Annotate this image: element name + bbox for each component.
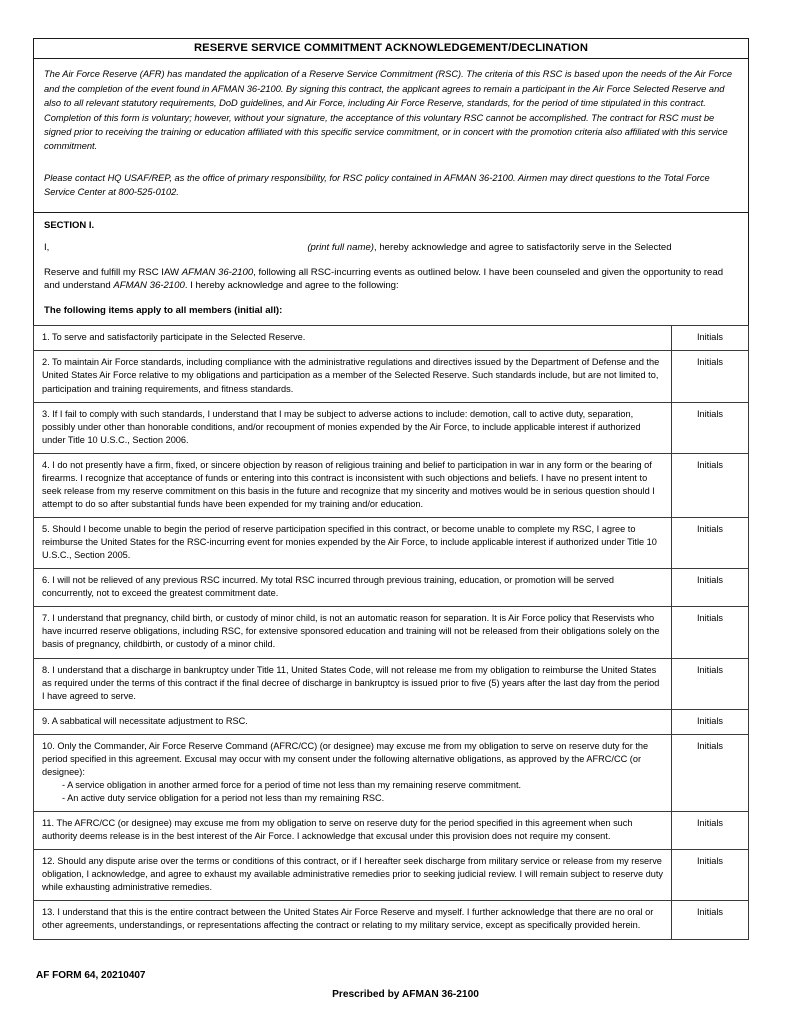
item-text: 1. To serve and satisfactorily participate in the Selected Reserve. — [42, 332, 306, 343]
item-text-cell — [34, 812, 672, 850]
table-row — [34, 607, 749, 658]
afman-reference-2: AFMAN 36-2100 — [113, 280, 185, 292]
item-text-cell — [34, 607, 672, 658]
item-text-cell — [34, 518, 672, 569]
initials-field[interactable] — [672, 812, 749, 850]
initials-label: Initials — [696, 740, 724, 751]
intro-paragraph-2: Please contact HQ USAF/REP, as the office of primary responsibility, for RSC policy contained in AFMAN 36-2100. Airmen may direct questions to the Total Force Service Center at 800-525-0102. — [44, 172, 710, 198]
item-text: 5. Should I become unable to begin the period of reserve participation specified in this contract, or become unable to complete my RSC, I agree to reimburse the United States for the RSC-incurring event for monies expended by the Air Force, to include applicable interest if authorized under Title 10 U.S.C., Section 2005. — [42, 524, 657, 561]
initials-label: Initials — [696, 613, 724, 624]
i-prefix-label: I, — [44, 241, 50, 253]
initials-label: Initials — [696, 332, 724, 343]
name-line-tail: , hereby acknowledge and agree to satisfactorily serve in the Selected — [374, 241, 672, 253]
af-form-64 — [33, 38, 749, 940]
body-text-c: . I hereby acknowledge and agree to the following: — [184, 280, 399, 292]
item-text-cell — [34, 569, 672, 607]
initials-label: Initials — [696, 408, 724, 419]
item-text-cell — [34, 351, 672, 402]
initials-field[interactable] — [672, 607, 749, 658]
initials-field[interactable] — [672, 569, 749, 607]
table-row — [34, 402, 749, 453]
initials-label: Initials — [696, 459, 724, 470]
table-row — [34, 901, 749, 939]
initials-field[interactable] — [672, 709, 749, 734]
item-text: 13. I understand that this is the entire contract between the United States Air Force Reserve and myself. I further acknowledge that there are no oral or other agreements, understandings, or representations affecting the contract or relating to my military service, except as specifically provided herein. — [42, 907, 654, 931]
items-heading: The following items apply to all members (initial all): — [44, 305, 283, 317]
table-row — [34, 569, 749, 607]
item-text: 11. The AFRC/CC (or designee) may excuse me from my obligation to serve on reserve duty for the period specified in this agreement when such authority deems release is in the best interest of the Air Force. I acknowledge that excusal under this provision does not require my consent. — [42, 818, 633, 842]
item-text: 6. I will not be relieved of any previous RSC incurred. My total RSC incurred through previous training, education, or promotion will be served concurrently, not to exceed the greatest commitment date. — [42, 575, 614, 599]
table-row — [34, 351, 749, 402]
item-text: 10. Only the Commander, Air Force Reserve Command (AFRC/CC) (or designee) may excuse me from my obligation to serve on reserve duty for the period specified in this agreement. Excusal may occur with my consent under the following alternative obligations, as approved by the AFRC/CC (or designee): — [42, 740, 649, 777]
item-text: 3. If I fail to comply with such standards, I understand that I may be subject to adverse actions to include: demotion, call to active duty, separation, possibly under other than honorable conditions, and/or recoupment of monies expended by the Air Force, to include applicable interest if authorized under Title 10 U.S.C., Section 2006. — [42, 408, 641, 445]
item-text: 12. Should any dispute arise over the terms or conditions of this contract, or if I hereafter seek discharge from military service or release from my reserve obligation, I acknowledge, and agree to exhaust my available administrative remedies prior to seeking judicial review. I will remain subject to reserve duty while exhausting administrative remedies. — [42, 856, 663, 893]
initials-label: Initials — [696, 357, 724, 368]
table-row — [34, 453, 749, 517]
initials-label: Initials — [696, 715, 724, 726]
section-body-paragraph — [44, 266, 738, 294]
item-text-cell — [34, 658, 672, 709]
item-text: 7. I understand that pregnancy, child birth, or custody of minor child, is not an automatic reason for separation. It is Air Force policy that Reservists who have incurred reserve obligations, including RSC, for extensive sponsored education and training will not be released from their obligations solely on the basis of pregnancy, childbirth, or custody of a minor child. — [42, 613, 660, 650]
table-row — [34, 709, 749, 734]
table-row — [34, 658, 749, 709]
item-text: 9. A sabbatical will necessitate adjustment to RSC. — [42, 715, 248, 726]
item-sub-bullet: - An active duty service obligation for a period not less than my remaining RSC. — [62, 793, 385, 803]
initials-field[interactable] — [672, 734, 749, 811]
prescribed-by-label: Prescribed by AFMAN 36-2100 — [332, 989, 479, 1000]
print-full-name-hint: (print full name) — [307, 241, 374, 253]
initials-field[interactable] — [672, 518, 749, 569]
body-text-b: , following all RSC-incurring events as outlined below. I have been counseled and given the opportunity to read and understand — [44, 266, 724, 292]
initials-label: Initials — [696, 575, 724, 586]
initials-field[interactable] — [672, 326, 749, 351]
item-text: 2. To maintain Air Force standards, including compliance with the administrative regulations and directives issued by the Department of Defense and the United States Air Force relative to my obligations and participation as a member of the Selected Reserve. Such standards include, but are not limited to, participation and training requirements, and fitness standards. — [42, 357, 660, 394]
form-identifier: AF FORM 64, 20210407 — [36, 970, 146, 981]
table-row — [34, 812, 749, 850]
initials-field[interactable] — [672, 850, 749, 901]
initials-field[interactable] — [672, 351, 749, 402]
item-text-cell — [34, 709, 672, 734]
item-text-cell — [34, 326, 672, 351]
acknowledgement-items-table — [33, 325, 749, 939]
full-name-line — [44, 242, 738, 255]
item-text-cell — [34, 901, 672, 939]
initials-field[interactable] — [672, 901, 749, 939]
initials-label: Initials — [696, 664, 724, 675]
intro-paragraph-1: The Air Force Reserve (AFR) has mandated the application of a Reserve Service Commitment (RSC). The criteria of this RSC is based upon the needs of the Air Force and the completion of the event found in AFMAN 36-2100. By signing this contract, the applicant agrees to remain a participant in the Air Force Selected Reserve and also to all relevant statutory requirements, DoD guidelines, and Air Force, including Air Force Reserve, standards, for the period of time stipulated in this contract. Completion of this form is voluntary; however, without your signature, the acceptance of this voluntary RSC cannot be accomplished. The contract for RSC must be signed prior to receiving the training or education affiliated with this specific service commitment, or in concert with the promotion criteria also affiliated with this service commitment. — [44, 69, 733, 152]
item-text-cell — [34, 453, 672, 517]
initials-field[interactable] — [672, 658, 749, 709]
item-text: 4. I do not presently have a firm, fixed, or sincere objection by reason of religious training and belief to participation in war in any form or the bearing of firearms. I recognize that acceptance of funds or entering into this contract is inconsistent with such objections and beliefs. I have no present intent to seek release from my reserve commitment on this basis in the future and recognize that my sincerity and motives would be in serious question should I attempt to do so after substantial funds have been expended for my training and/or education. — [42, 459, 655, 509]
item-text-cell — [34, 402, 672, 453]
item-text-cell — [34, 734, 672, 811]
section-one-block — [33, 213, 749, 327]
section-label: SECTION I. — [44, 219, 95, 231]
body-text-a: Reserve and fulfill my RSC IAW — [44, 266, 182, 278]
items-table-body — [34, 326, 749, 939]
initials-label: Initials — [696, 907, 724, 918]
table-row — [34, 518, 749, 569]
initials-label: Initials — [696, 524, 724, 534]
page-title: RESERVE SERVICE COMMITMENT ACKNOWLEDGEMENT/DECLINATION — [193, 42, 589, 54]
form-title-box — [33, 38, 749, 59]
item-sub-bullet: - A service obligation in another armed force for a period of time not less than my remaining reserve commitment. — [62, 779, 522, 790]
table-row — [34, 850, 749, 901]
initials-label: Initials — [696, 856, 724, 867]
item-text: 8. I understand that a discharge in bankruptcy under Title 11, United States Code, will not release me from my obligation to reimburse the United States as required under the terms of this contract if the final decree of discharge in bankruptcy is issued prior to five (5) years after the last day from the period I have agreed to serve. — [42, 664, 660, 701]
item-text-cell — [34, 850, 672, 901]
introduction-block — [33, 59, 749, 212]
initials-field[interactable] — [672, 453, 749, 517]
table-row — [34, 326, 749, 351]
initials-field[interactable] — [672, 402, 749, 453]
initials-label: Initials — [696, 818, 724, 829]
afman-reference-1: AFMAN 36-2100 — [181, 266, 254, 278]
table-row — [34, 734, 749, 811]
